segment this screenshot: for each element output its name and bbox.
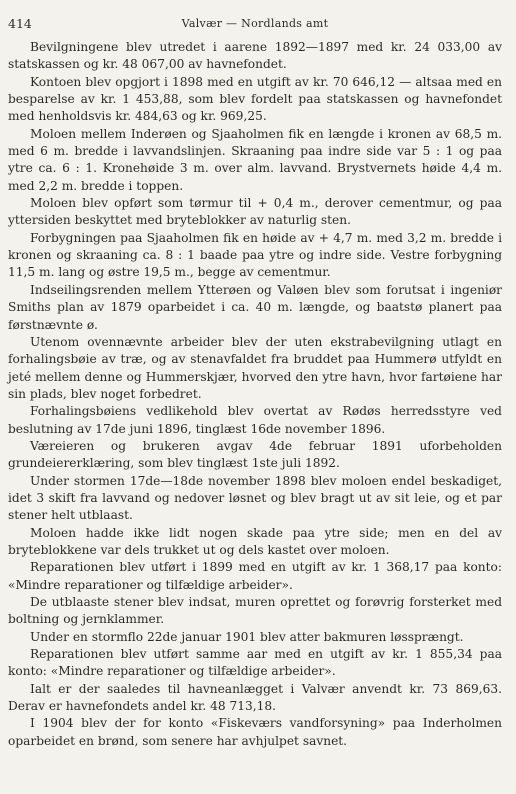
paragraph: Kontoen blev opgjort i 1898 med en utgift av kr. 70 646,12 — altsaa med en besparelse av kr. 1 453,88, som blev fordelt paa statskassen og havnefondet med henholdsvis kr. 484,63 og kr. 969,25. bbox=[8, 74, 502, 124]
paragraph: I 1904 blev der for konto «Fiskeværs vandforsyning» paa Inderholmen oparbeidet en brønd, som senere har avhjulpet savnet. bbox=[8, 716, 502, 748]
paragraph: Utenom ovennævnte arbeider blev der uten ekstrabevilgning utlagt en forhalingsbøie av træ, og av stenavfaldet fra bruddet paa Hummerø utfyldt en jeté mellem denne og Hummerskjær, hvorved den ytre havn, hvor fartøiene har sin plads, blev noget forbedret. bbox=[8, 334, 502, 401]
paragraph: Forhalingsbøiens vedlikehold blev overtat av Rødøs herredsstyre ved beslutning av 17de juni 1896, tinglæst 16de november 1896. bbox=[8, 404, 502, 436]
running-title: Valvær — Nordlands amt bbox=[181, 17, 329, 30]
paragraph: Bevilgningene blev utredet i aarene 1892—1897 med kr. 24 033,00 av statskassen og kr. 48 067,00 av havnefondet. bbox=[8, 40, 502, 72]
paragraph: Reparationen blev utført samme aar med en utgift av kr. 1 855,34 paa konto: «Mindre reparationer og tilfældige arbeider». bbox=[8, 647, 502, 679]
paragraph: Under stormen 17de—18de november 1898 blev moloen endel beskadiget, idet 3 skift fra lavvand og nedover løsnet og blev bragt ut av sit leie, og et par stener helt utblaast. bbox=[8, 473, 502, 523]
paragraph: Væreieren og brukeren avgav 4de februar 1891 uforbeholden grundeiererklæring, som blev tinglæst 1ste juli 1892. bbox=[8, 438, 502, 471]
paragraph: Forbygningen paa Sjaaholmen fik en høide av + 4,7 m. med 3,2 m. bredde i kronen og skraaning ca. 8 : 1 baade paa ytre og indre side. Vestre forbygning 11,5 m. lang og østre 19,5 m., begge av cementmur. bbox=[8, 230, 502, 280]
page-header bbox=[8, 14, 502, 36]
paragraph: Reparationen blev utført i 1899 med en utgift av kr. 1 368,17 paa konto: «Mindre reparationer og tilfældige arbeider». bbox=[8, 560, 502, 592]
paragraph: Moloen blev opført som tørmur til + 0,4 m., derover cementmur, og paa yttersiden beskyttet med bryteblokker av naturlig sten. bbox=[8, 196, 502, 228]
paragraph: Under en stormflo 22de januar 1901 blev atter bakmuren løssprængt. bbox=[30, 629, 464, 644]
paragraph: Moloen hadde ikke lidt nogen skade paa ytre side; men en del av bryteblokkene var dels trukket ut og dels kastet over moloen. bbox=[8, 525, 502, 557]
paragraph: Ialt er der saaledes til havneanlægget i Valvær anvendt kr. 73 869,63. Derav er havnefondets andel kr. 48 713,18. bbox=[8, 681, 502, 714]
paragraph: Moloen mellem Inderøen og Sjaaholmen fik en længde i kronen av 68,5 m. med 6 m. bredde i lavvandslinjen. Skraaning paa indre side var 5 : 1 og paa ytre ca. 6 : 1. Kronehøide 3 m. over alm. lavvand. Brystvernets høide 4,4 m. med 2,2 m. bredde i toppen. bbox=[8, 126, 502, 193]
document-body bbox=[8, 39, 502, 750]
paragraph: Indseilingsrenden mellem Ytterøen og Valøen blev som forutsat i ingeniør Smiths plan av 1879 oparbeidet i ca. 40 m. længde, og baatstø planert paa førstnævnte ø. bbox=[8, 282, 502, 332]
paragraph: De utblaaste stener blev indsat, muren oprettet og forøvrig forsterket med boltning og jernklammer. bbox=[8, 595, 502, 627]
page-number: 414 bbox=[8, 16, 32, 31]
